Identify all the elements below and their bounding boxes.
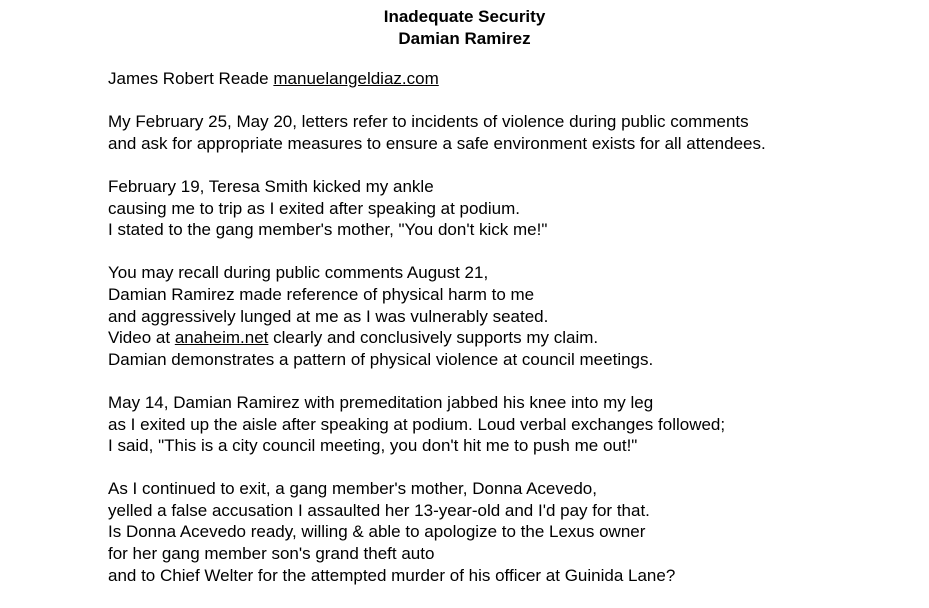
anaheim-link[interactable]: anaheim.net xyxy=(174,328,269,348)
paragraph-5-line-3: Is Donna Acevedo ready, willing & able to apologize to the Lexus owner xyxy=(108,522,646,542)
paragraph-5 xyxy=(108,478,908,586)
document-body xyxy=(108,68,908,608)
paragraph-3-line-4 xyxy=(108,327,908,349)
paragraph-5-line-1: As I continued to exit, a gang member's mother, Donna Acevedo, xyxy=(108,479,597,499)
paragraph-1-line-2: and ask for appropriate measures to ensure a safe environment exists for all attendees. xyxy=(108,133,766,153)
video-suffix-text: clearly and conclusively supports my claim. xyxy=(273,328,599,348)
paragraph-2-line-3: I stated to the gang member's mother, "You don't kick me!" xyxy=(108,220,548,240)
paragraph-1 xyxy=(108,111,908,154)
paragraph-4-line-2: as I exited up the aisle after speaking at podium. Loud verbal exchanges followed; xyxy=(108,414,726,434)
title-line-1: Inadequate Security xyxy=(383,7,546,26)
paragraph-3-line-5: Damian demonstrates a pattern of physical violence at council meetings. xyxy=(108,349,654,369)
paragraph-3 xyxy=(108,262,908,370)
title-line-2: Damian Ramirez xyxy=(398,29,531,48)
author-website-link[interactable]: manuelangeldiaz.com xyxy=(273,69,439,88)
paragraph-3-line-1: You may recall during public comments August 21, xyxy=(108,263,489,283)
paragraph-4 xyxy=(108,392,908,457)
author-name: James Robert Reade xyxy=(108,69,269,88)
paragraph-5-line-4: for her gang member son's grand theft auto xyxy=(108,544,435,564)
document-title xyxy=(0,6,929,50)
paragraph-4-line-3: I said, "This is a city council meeting, you don't hit me to push me out!" xyxy=(108,436,638,456)
paragraph-4-line-1: May 14, Damian Ramirez with premeditation jabbed his knee into my leg xyxy=(108,392,654,412)
paragraph-1-line-1: My February 25, May 20, letters refer to incidents of violence during public comments xyxy=(108,112,749,132)
paragraph-5-line-5: and to Chief Welter for the attempted murder of his officer at Guinida Lane? xyxy=(108,565,676,585)
byline xyxy=(108,68,908,90)
paragraph-3-line-3: and aggressively lunged at me as I was vulnerably seated. xyxy=(108,306,549,326)
paragraph-3-line-2: Damian Ramirez made reference of physical harm to me xyxy=(108,284,535,304)
paragraph-2-line-2: causing me to trip as I exited after speaking at podium. xyxy=(108,198,521,218)
paragraph-2 xyxy=(108,176,908,241)
paragraph-5-line-2: yelled a false accusation I assaulted her 13-year-old and I'd pay for that. xyxy=(108,500,650,520)
paragraph-2-line-1: February 19, Teresa Smith kicked my ankle xyxy=(108,176,434,196)
video-prefix-text: Video at xyxy=(108,328,171,348)
